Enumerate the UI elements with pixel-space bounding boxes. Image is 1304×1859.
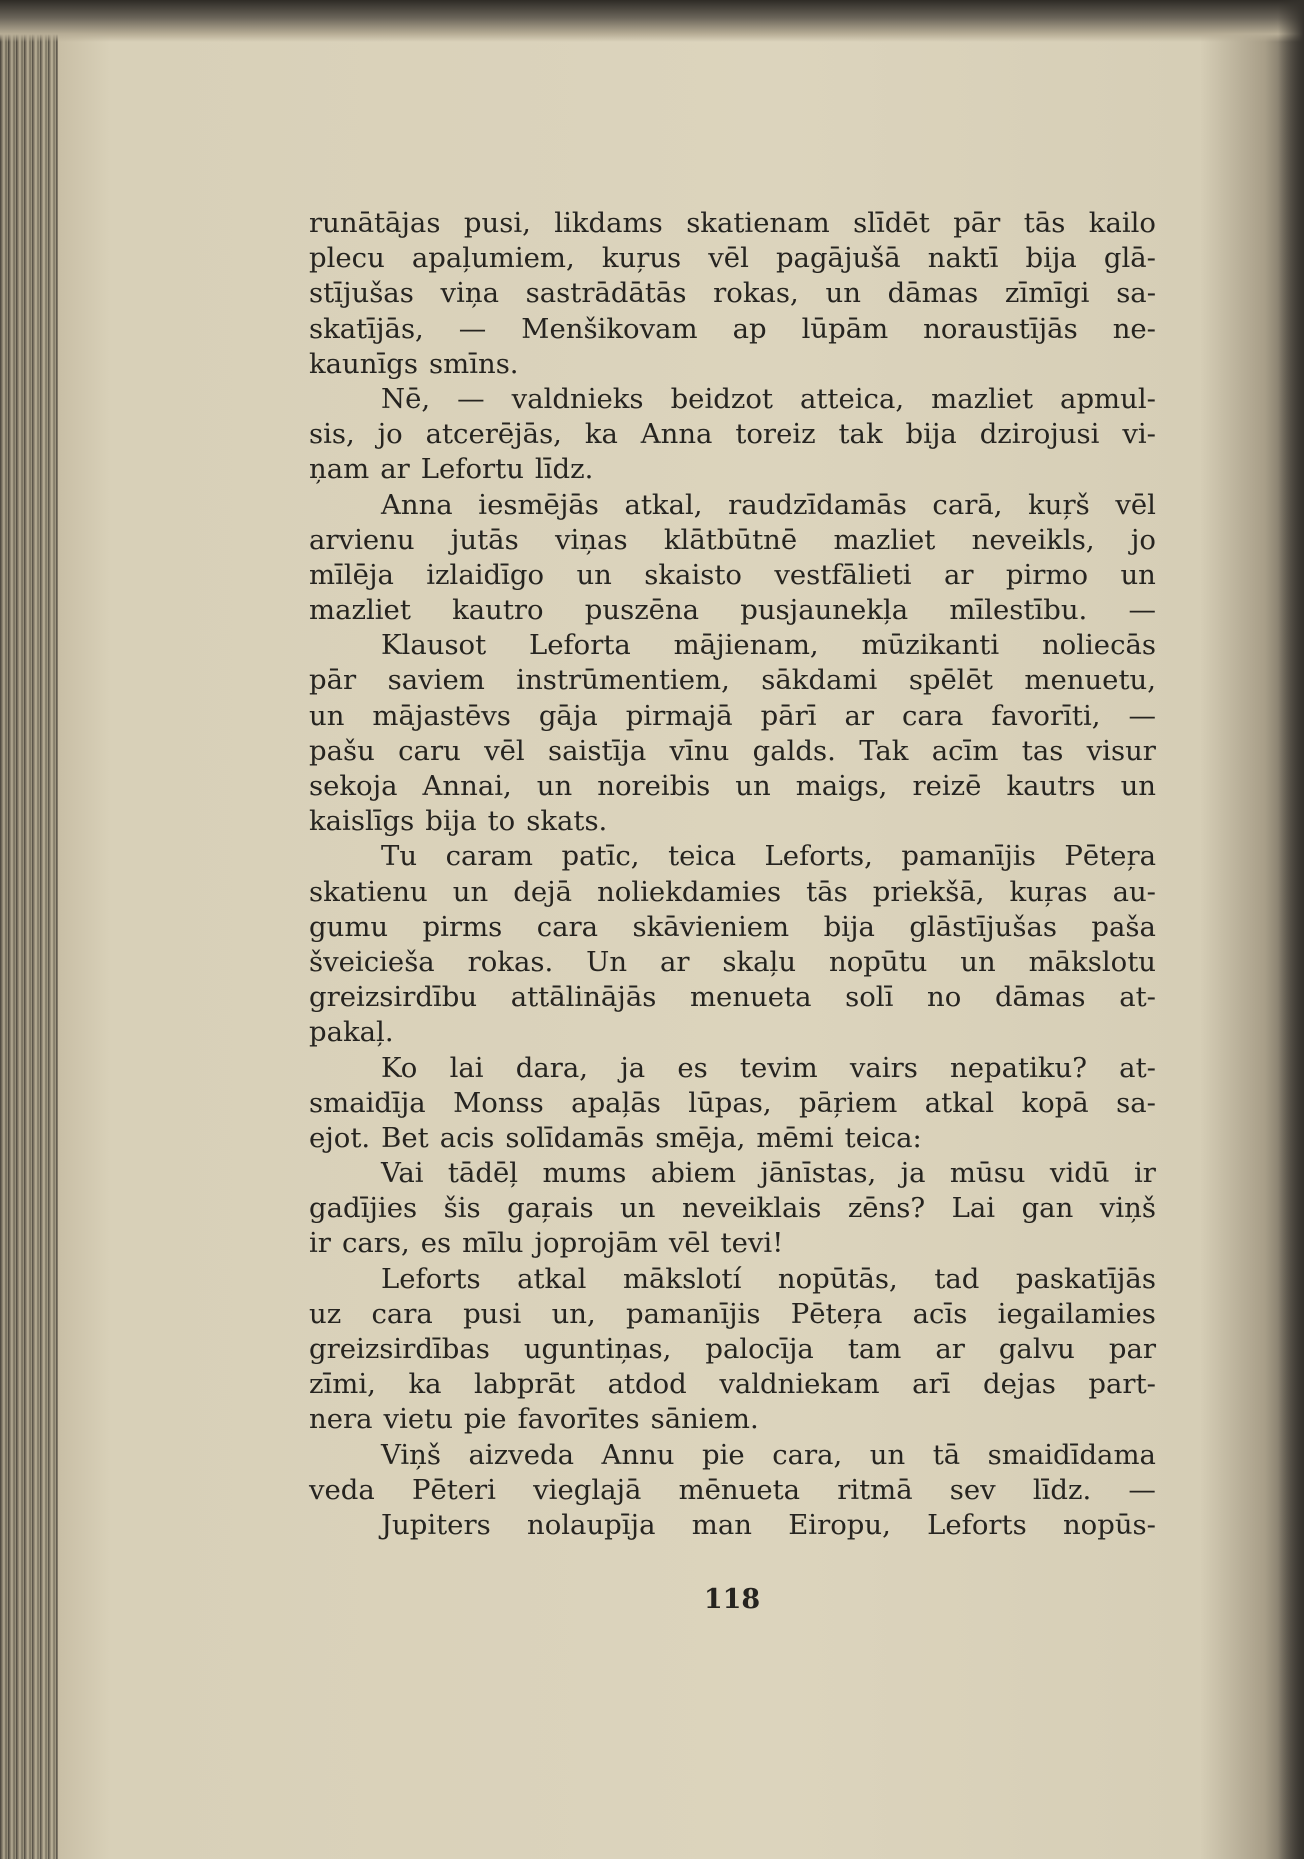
text-line: greizsirdību attālinājās menueta solī no dāmas at-: [309, 981, 1156, 1014]
text-line: gumu pirms cara skāvieniem bija glāstījušas paša: [309, 910, 1156, 943]
text-line: Anna iesmējās atkal, raudzīdamās carā, kuŗš vēl: [381, 488, 1156, 521]
text-line: un mājastēvs gāja pirmajā pārī ar cara favorīti, —: [309, 699, 1156, 732]
text-line: skatījās, — Menšikovam ap lūpām noraustījās ne-: [309, 312, 1156, 345]
text-line: mazliet kautro puszēna pusjaunekļa mīlestību. —: [309, 594, 1156, 627]
text-line: Nē, — valdnieks beidzot atteica, mazliet apmul-: [381, 382, 1156, 415]
text-line: gadījies šis gaŗais un neveiklais zēns? Lai gan viņš: [309, 1192, 1156, 1225]
text-line: ņam ar Lefortu līdz.: [309, 453, 594, 486]
text-line: smaidīja Monss apaļās lūpas, pāŗiem atkal kopā sa-: [309, 1086, 1156, 1119]
page-stack-edge: [0, 0, 58, 1859]
text-line: pār saviem instrūmentiem, sākdami spēlēt menuetu,: [309, 664, 1156, 697]
text-line: Klausot Leforta mājienam, mūzikanti noliecās: [381, 629, 1156, 662]
text-line: Jupiters nolaupīja man Eiropu, Leforts nopūs-: [381, 1508, 1156, 1541]
text-line: sis, jo atcerējās, ka Anna toreiz tak bija dzirojusi vi-: [309, 418, 1156, 451]
text-line: zīmi, ka labprāt atdod valdniekam arī dejas part-: [309, 1368, 1156, 1401]
text-line: skatienu un dejā noliekdamies tās priekšā, kuŗas au-: [309, 875, 1156, 908]
text-line: šveicieša rokas. Un ar skaļu nopūtu un mākslotu: [309, 945, 1156, 978]
page-number: 118: [703, 1584, 761, 1615]
text-line: arvienu jutās viņas klātbūtnē mazliet neveikls, jo: [309, 523, 1156, 556]
text-line: runātājas pusi, likdams skatienam slīdēt pār tās kailo: [309, 207, 1156, 239]
text-line: Leforts atkal mākslotí nopūtās, tad paskatījās: [381, 1262, 1156, 1295]
text-line: veda Pēteri vieglajā mēnueta ritmā sev līdz. —: [309, 1473, 1156, 1506]
text-line: ejot. Bet acis solīdamās smēja, mēmi teica:: [309, 1121, 922, 1154]
right-shadow: [1278, 0, 1304, 1859]
text-line: sekoja Annai, un noreibis un maigs, reizē kautrs un: [309, 770, 1156, 802]
text-line: Tu caram patīc, teica Leforts, pamanījis Pēteŗa: [381, 840, 1156, 873]
text-line: kaunīgs smīns.: [309, 347, 519, 380]
text-line: mīlēja izlaidīgo un skaisto vestfālieti ar pirmo un: [309, 558, 1156, 591]
text-line: uz cara pusi un, pamanījis Pēteŗa acīs iegailamies: [309, 1297, 1156, 1330]
top-shadow: [0, 0, 1304, 42]
text-line: pašu caru vēl saistīja vīnu galds. Tak acīm tas visur: [309, 734, 1156, 767]
text-line: greizsirdības uguntiņas, palocīja tam ar galvu par: [309, 1333, 1156, 1365]
text-line: pakaļ.: [309, 1016, 394, 1049]
text-line: kaislīgs bija to skats.: [309, 805, 608, 838]
text-line: nera vietu pie favorītes sāniem.: [309, 1403, 759, 1436]
text-line: plecu apaļumiem, kuŗus vēl pagājušā naktī bija glā-: [309, 242, 1156, 275]
body-text: [309, 206, 1156, 1543]
text-line: Viņš aizveda Annu pie cara, un tā smaidīdama: [381, 1438, 1156, 1471]
text-line: ir cars, es mīlu joprojām vēl tevi!: [309, 1227, 784, 1260]
text-line: Vai tādēļ mums abiem jānīstas, ja mūsu vidū ir: [381, 1157, 1156, 1190]
text-line: Ko lai dara, ja es tevim vairs nepatiku? at-: [381, 1051, 1156, 1084]
text-line: stījušas viņa sastrādātās rokas, un dāmas zīmīgi sa-: [309, 277, 1156, 310]
